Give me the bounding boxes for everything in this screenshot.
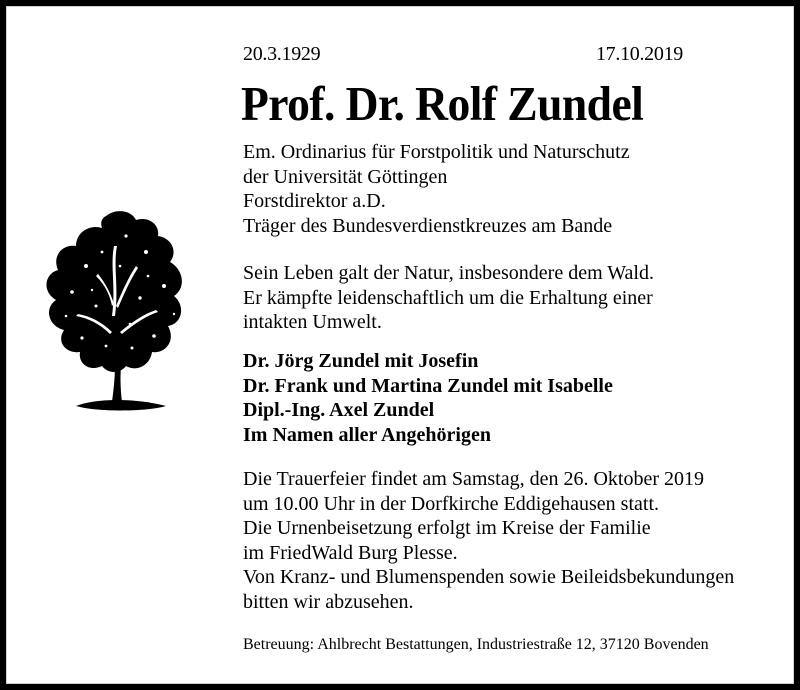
statement-line: intakten Umwelt. (243, 311, 382, 333)
mourner-line: Im Namen aller Angehörigen (243, 423, 491, 446)
obituary-notice (6, 6, 794, 684)
life-statement (243, 261, 654, 335)
service-line: Von Kranz- und Blumenspenden sowie Beileidsbekundungen (243, 566, 735, 588)
roles-block (243, 140, 630, 238)
birth-date: 20.3.1929 (243, 43, 321, 65)
mourner-line: Dr. Jörg Zundel mit Josefin (243, 350, 479, 372)
funeral-home-credit: Betreuung: Ahlbrecht Bestattungen, Industriestraße 12, 37120 Bovenden (243, 636, 709, 653)
service-line: um 10.00 Uhr in der Dorfkirche Eddigehausen statt. (243, 492, 660, 515)
role-line: der Universität Göttingen (243, 165, 448, 188)
role-line: Träger des Bundesverdienstkreuzes am Bande (243, 214, 613, 237)
service-line: im FriedWald Burg Plesse. (243, 541, 458, 564)
mourners-block (243, 349, 613, 447)
mourner-line: Dr. Frank und Martina Zundel mit Isabelle (243, 374, 613, 397)
tree-icon (36, 206, 201, 421)
service-line: Die Urnenbeisetzung erfolgt im Kreise der Familie (243, 517, 651, 539)
role-line: Forstdirektor a.D. (243, 190, 386, 212)
statement-line: Sein Leben galt der Natur, insbesondere dem Wald. (243, 262, 654, 284)
service-line: Die Trauerfeier findet am Samstag, den 26. Oktober 2019 (243, 468, 705, 490)
mourner-line: Dipl.-Ing. Axel Zundel (243, 399, 435, 421)
statement-line: Er kämpfte leidenschaftlich um die Erhaltung einer (243, 286, 653, 309)
service-line: bitten wir abzusehen. (243, 590, 414, 613)
role-line: Em. Ordinarius für Forstpolitik und Naturschutz (243, 141, 630, 163)
life-dates (243, 42, 683, 66)
death-date: 17.10.2019 (595, 43, 683, 65)
service-info (243, 467, 734, 614)
deceased-name: Prof. Dr. Rolf Zundel (241, 76, 644, 131)
